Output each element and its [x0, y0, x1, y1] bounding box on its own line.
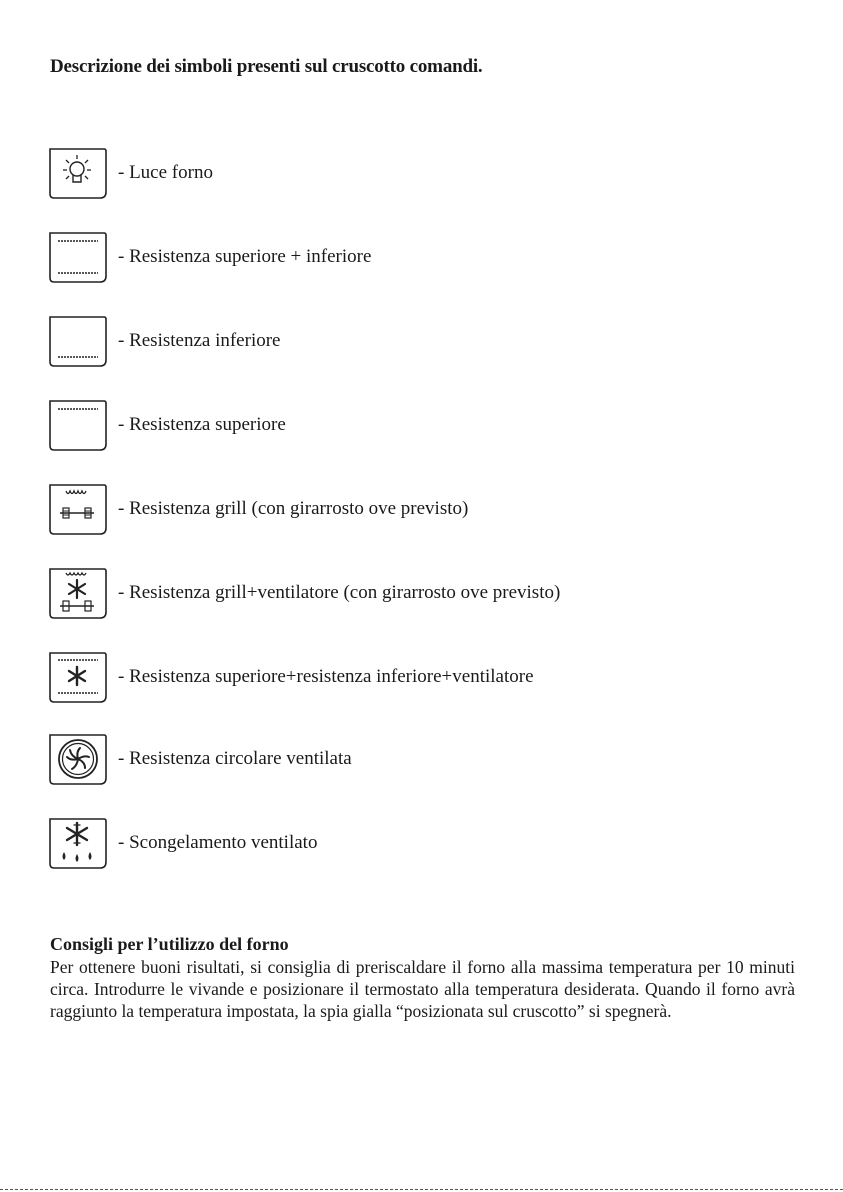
- symbol-label: - Resistenza circolare ventilata: [118, 748, 352, 769]
- symbol-label: - Resistenza superiore: [118, 414, 286, 435]
- symbol-label: - Resistenza superiore + inferiore: [118, 246, 372, 267]
- top-bottom-element-icon: [46, 230, 108, 284]
- symbol-label: - Scongelamento ventilato: [118, 832, 318, 853]
- symbol-row-oven-light: [46, 146, 746, 206]
- circular-fan-element-icon: [46, 732, 108, 786]
- top-bottom-fan-icon: [46, 650, 108, 704]
- top-element-icon: [46, 398, 108, 452]
- symbol-row-top-element: [46, 398, 746, 458]
- bottom-border: [0, 1189, 843, 1190]
- symbol-label: - Luce forno: [118, 162, 213, 183]
- symbol-row-top-bottom-element: [46, 230, 746, 290]
- grill-rotisserie-icon: [46, 482, 108, 536]
- symbol-label: - Resistenza grill+ventilatore (con girarrosto ove previsto): [118, 582, 561, 603]
- symbol-row-grill-fan: [46, 566, 746, 626]
- symbol-row-circular-fan: [46, 732, 746, 792]
- oven-light-icon: [46, 146, 108, 200]
- symbol-row-defrost: [46, 816, 746, 876]
- tips-heading: Consigli per l’utilizzo del forno: [50, 934, 289, 954]
- page-title: Descrizione dei simboli presenti sul cruscotto comandi.: [50, 56, 483, 77]
- bottom-element-icon: [46, 314, 108, 368]
- tips-paragraph: Per ottenere buoni risultati, si consiglia di preriscaldare il forno alla massima temperatura per 10 minuti circa. Introdurre le vivande e posizionare il termostato alla temperatura desiderata. Quando il forno avrà raggiunto la temperatura impostata, la spia gialla “posizionata sul cruscotto” si spegnerà.: [50, 957, 795, 1021]
- defrost-fan-icon: [46, 816, 108, 870]
- symbol-label: - Resistenza inferiore: [118, 330, 281, 351]
- symbol-row-top-bottom-fan: [46, 650, 746, 710]
- symbol-label: - Resistenza superiore+resistenza inferiore+ventilatore: [118, 666, 534, 687]
- symbol-label: - Resistenza grill (con girarrosto ove previsto): [118, 498, 469, 519]
- symbol-row-grill: [46, 482, 746, 542]
- symbol-row-bottom-element: [46, 314, 746, 374]
- grill-fan-rotisserie-icon: [46, 566, 108, 620]
